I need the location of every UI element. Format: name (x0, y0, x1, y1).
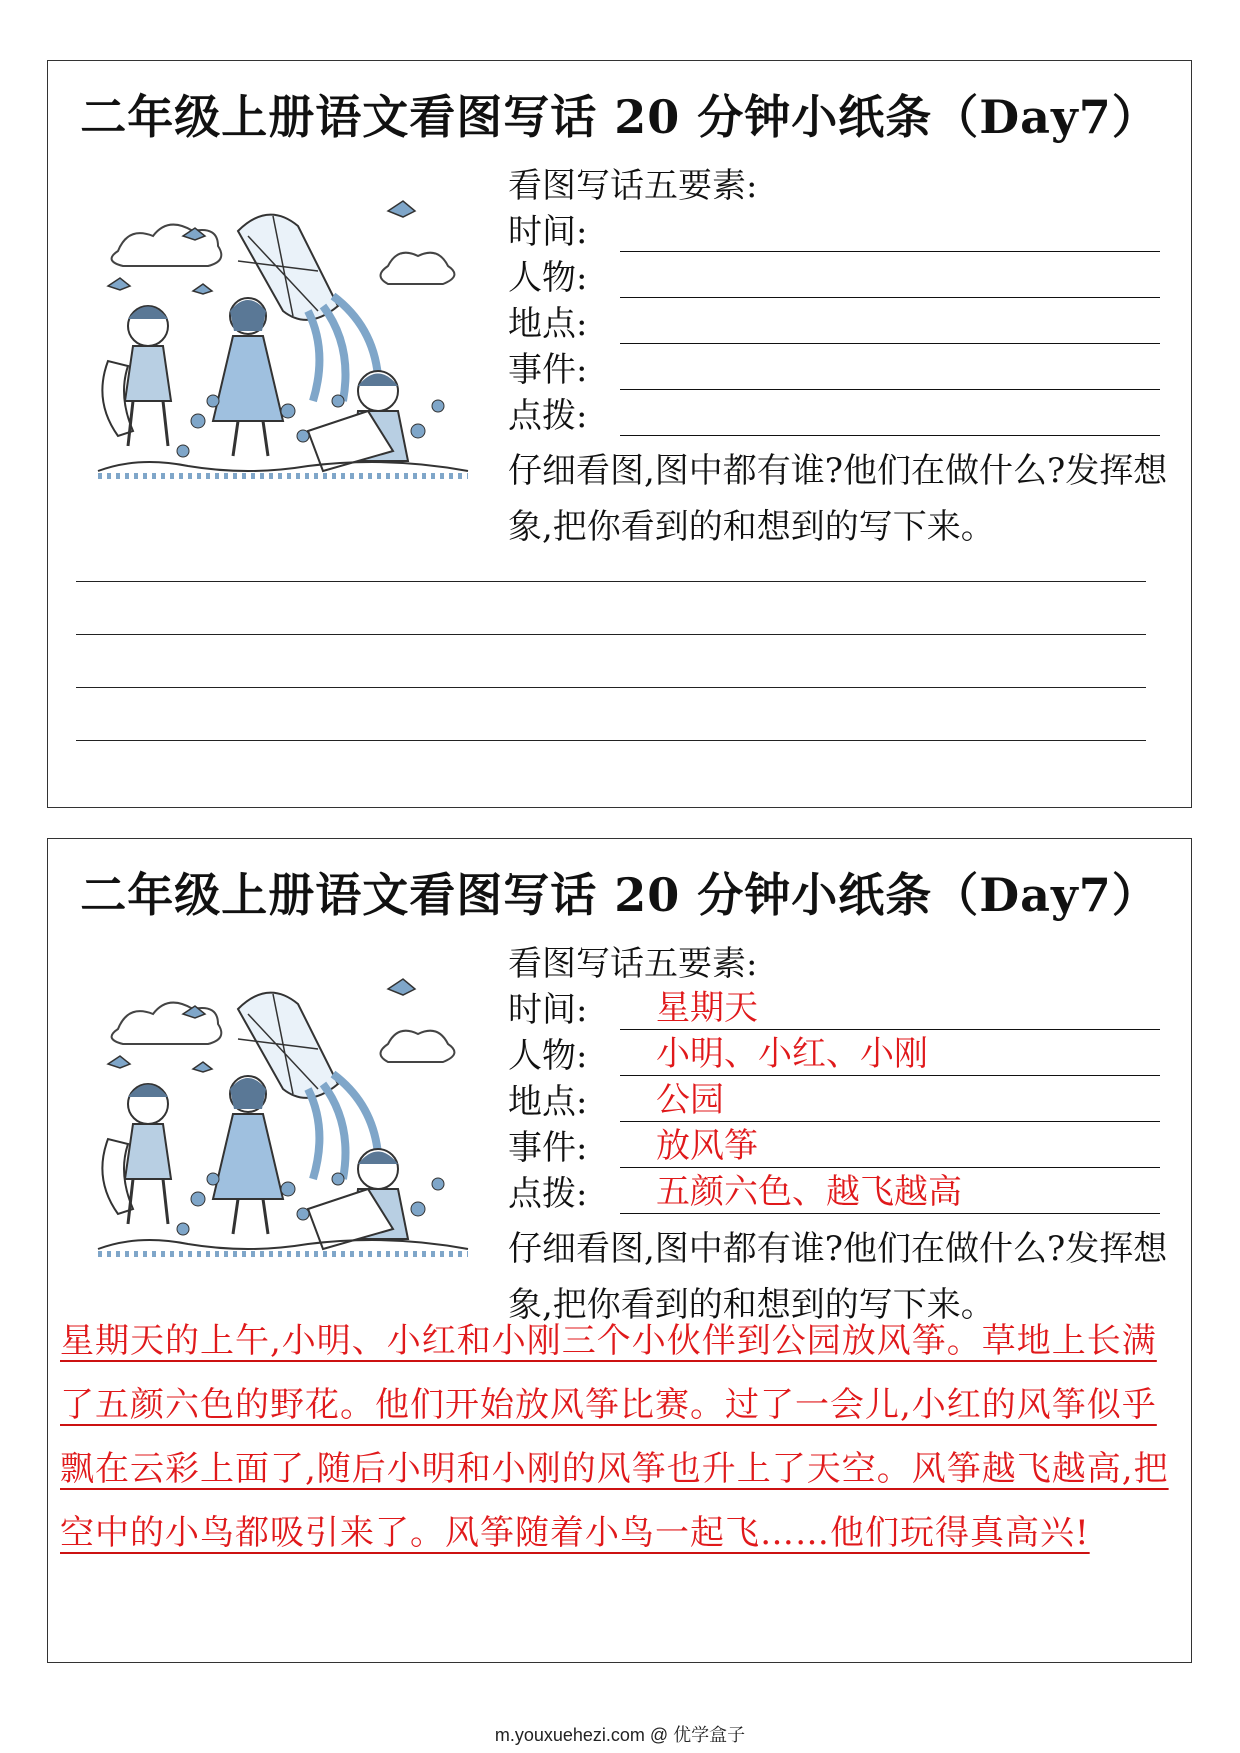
element-label: 点拨: (508, 396, 588, 436)
answer-blank[interactable] (620, 297, 1160, 298)
element-place (508, 301, 1188, 347)
element-label: 地点: (508, 1082, 588, 1122)
five-elements-panel (508, 163, 1188, 555)
writing-line[interactable] (76, 581, 1146, 582)
answer-text: 小明、小红、小刚 (656, 1034, 928, 1074)
elements-heading: 看图写话五要素: (508, 944, 758, 984)
kite-children-illustration (88, 191, 478, 491)
element-label: 地点: (508, 304, 588, 344)
element-label: 人物: (508, 1036, 588, 1076)
answer-text: 五颜六色、越飞越高 (656, 1172, 962, 1212)
element-label: 事件: (508, 1128, 588, 1168)
writing-line[interactable] (76, 634, 1146, 635)
element-people (508, 1033, 1188, 1079)
element-place (508, 1079, 1188, 1125)
essay-text: 星期天的上午,小明、小红和小刚三个小伙伴到公园放风筝。草地上长满了五颜六色的野花。他们开始放风筝比赛。过了一会儿,小红的风筝似乎飘在云彩上面了,随后小明和小刚的风筝也升上了天空。风筝越飞越高,把空中的小鸟都吸引来了。风筝随着小鸟一起飞……他们玩得真高兴! (60, 1321, 1169, 1553)
element-time (508, 209, 1188, 255)
answer-text: 放风筝 (656, 1126, 758, 1166)
element-time (508, 987, 1188, 1033)
element-event (508, 347, 1188, 393)
element-label: 点拨: (508, 1174, 588, 1214)
answer-text: 公园 (656, 1080, 724, 1120)
answer-blank[interactable] (620, 343, 1160, 344)
model-essay (60, 1309, 1180, 1565)
writing-prompt: 仔细看图,图中都有谁?他们在做什么?发挥想象,把你看到的和想到的写下来。 (508, 451, 1168, 547)
elements-heading: 看图写话五要素: (508, 166, 758, 206)
element-event (508, 1125, 1188, 1171)
answer-blank[interactable] (620, 389, 1160, 390)
worksheet-card-answers (47, 838, 1192, 1663)
writing-prompt: 仔细看图,图中都有谁?他们在做什么?发挥想象,把你看到的和想到的写下来。 (508, 1229, 1168, 1325)
answer-text: 星期天 (656, 988, 758, 1028)
answer-blank[interactable] (620, 435, 1160, 436)
writing-line[interactable] (76, 740, 1146, 741)
footer-source: m.youxuehezi.com @ 优学盒子 (494, 1725, 746, 1745)
worksheet-title: 二年级上册语文看图写话 20 分钟小纸条（Day7） (80, 868, 1159, 922)
element-label: 时间: (508, 990, 588, 1030)
element-hint (508, 393, 1188, 439)
element-hint (508, 1171, 1188, 1217)
answer-blank[interactable] (620, 251, 1160, 252)
element-label: 事件: (508, 350, 588, 390)
writing-lines[interactable] (76, 581, 1146, 793)
worksheet-title: 二年级上册语文看图写话 20 分钟小纸条（Day7） (80, 90, 1159, 144)
element-label: 时间: (508, 212, 588, 252)
element-label: 人物: (508, 258, 588, 298)
writing-line[interactable] (76, 687, 1146, 688)
kite-children-illustration (88, 969, 478, 1269)
element-people (508, 255, 1188, 301)
worksheet-card-blank (47, 60, 1192, 808)
five-elements-panel (508, 941, 1188, 1333)
